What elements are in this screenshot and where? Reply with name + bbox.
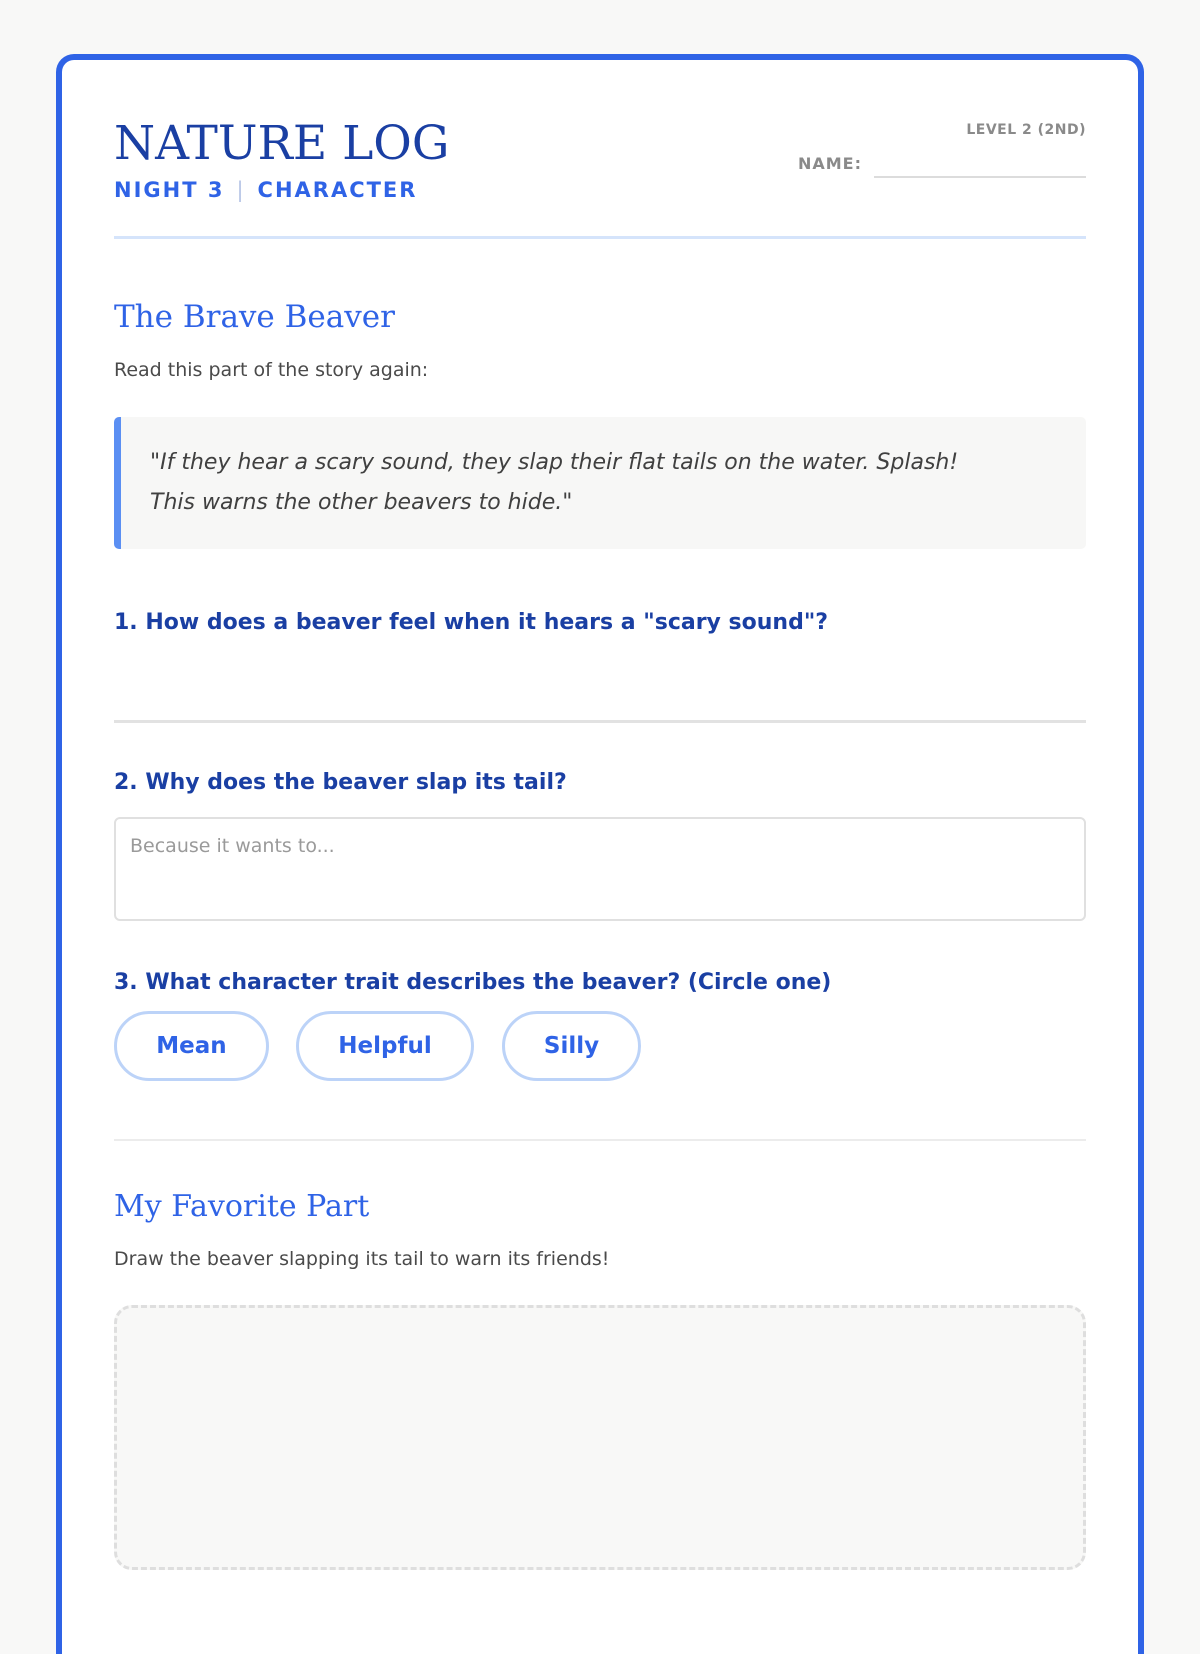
name-row: [798, 152, 1086, 178]
favorite-title: My Favorite Part: [114, 1189, 370, 1224]
question-2: 2. Why does the beaver slap its tail?: [114, 770, 567, 795]
quote-line-2: This warns the other beavers to hide.": [150, 490, 573, 515]
favorite-instruction: Draw the beaver slapping its tail to warn its friends!: [114, 1248, 610, 1270]
option-helpful-button[interactable]: Helpful: [296, 1011, 474, 1081]
option-silly-button[interactable]: Silly: [502, 1011, 641, 1081]
page-title: NATURE LOG: [114, 116, 450, 171]
section-divider: [114, 1139, 1086, 1141]
option-mean-button[interactable]: Mean: [114, 1011, 269, 1081]
answer-field-2[interactable]: [114, 817, 1086, 921]
story-quote: [114, 417, 1086, 549]
subtitle-separator: |: [236, 178, 246, 202]
page-subtitle: [114, 180, 417, 201]
question-3: 3. What character trait describes the beaver? (Circle one): [114, 970, 832, 995]
story-instruction: Read this part of the story again:: [114, 359, 429, 381]
level-label: LEVEL 2 (2ND): [966, 122, 1086, 138]
question-1: 1. How does a beaver feel when it hears a "scary sound"?: [114, 610, 829, 635]
topic-label: CHARACTER: [257, 178, 418, 202]
name-label: NAME:: [797, 154, 862, 173]
name-field[interactable]: [874, 152, 1086, 178]
worksheet-content: [114, 60, 1086, 1270]
answer-line-1[interactable]: [114, 720, 1086, 723]
worksheet-card: [56, 54, 1144, 1654]
story-title: The Brave Beaver: [114, 299, 395, 335]
drawing-area[interactable]: [114, 1305, 1086, 1570]
night-label: NIGHT 3: [114, 178, 225, 202]
worksheet-header: [114, 60, 1086, 239]
quote-line-1: "If they hear a scary sound, they slap their flat tails on the water. Splash!: [150, 450, 959, 475]
